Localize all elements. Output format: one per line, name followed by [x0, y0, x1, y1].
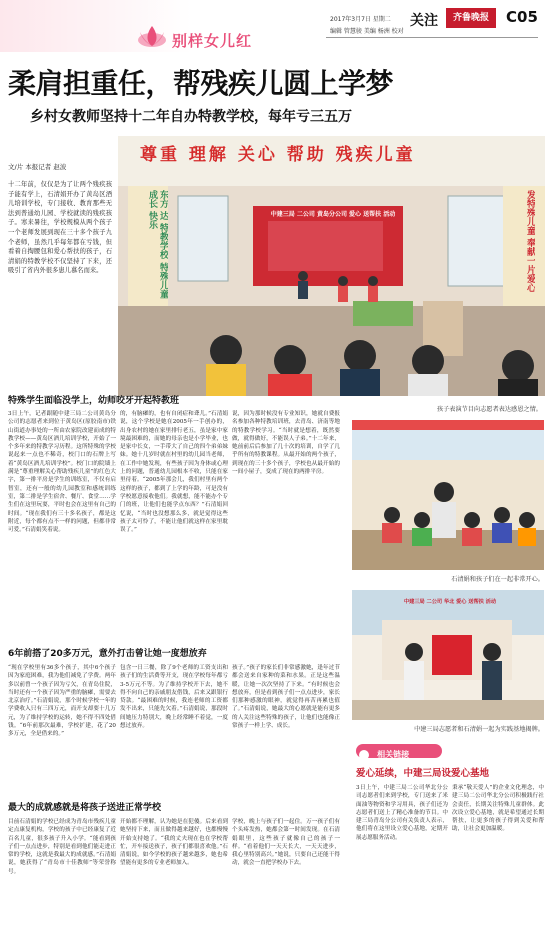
photo1-stage-sign: 中建三局 二公司 黄岛分公司 爱心 送帮扶 活动: [270, 211, 396, 218]
lotus-logo-icon: [134, 22, 170, 50]
photo1-left-sign: 东方 达 特教学校 特殊儿童 成长 快乐: [147, 190, 168, 299]
sidebar-title: 爱心延续，中建三局设爱心基地: [356, 768, 490, 779]
section1-col3: 说，因为那时候没有专业知识，她就自费报名参加各种特教培训班，去青岛、济南等地的特教学校学习。“当时就是想着，既然要做，就得做好，不能误人子弟。”十二年来，她前前后后参加了几十次的培训，自学了几乎所有的特教课程。从最开始的两个孩子，到现在的三十多个孩子，学校也从最开始的一间小屋子，变成了现在的两排平房。: [232, 411, 340, 476]
paper-logo: 齐鲁晚报: [446, 8, 496, 28]
column-name: 别样女儿红: [172, 32, 253, 50]
date-line: 2017年3月7日 星期二: [330, 16, 391, 23]
section3-title: 最大的成就感就是将孩子送进正常学校: [8, 803, 162, 813]
section3-col2: 开始都不理解，认为她是在犯傻。后来看到她坚持下来，而且做得越来越好，也都慢慢开始支持她了。“我的丈夫现在也在学校帮忙，开车接送孩子，孩子们都很喜欢他。”石清娟说，如今学校的孩子越来越多，她也希望能有更多的专业老师加入。: [120, 819, 228, 867]
heart-icon: [359, 750, 369, 760]
main-photo: [118, 136, 545, 396]
related-link-tag: 相关链接: [356, 744, 442, 758]
lead-paragraph: 十二年前，仅仅是为了让两个残疾孩子能有学上，石清娟开办了黄岛区酒儿培训学校，专门接收、教育那些无法到普通幼儿园、学校就读的残疾孩子。寒来暑往，学校规模从两个孩子一个老师发展到现在三十多个孩子九个老师，虽然几乎每年都在亏钱，但看着自掏腰包和爱心帮扶的孩子，石清娟的特教学校不仅坚持了下来，还吸引了省内外很多患儿慕名而来。: [8, 181, 112, 275]
page-number: C05: [506, 8, 538, 26]
photo2-caption: 石清娟和孩子们在一起非常开心。: [451, 576, 544, 583]
section2-col3: 孩子。”孩子的家长们非常感激她，逢年过节都会送来自家种的菜和水果。正是这些温暖，让她一次次坚持了下来。“有时候也会想放弃，但是看到孩子们一点点进步，家长们那种感激的眼神，就觉得再苦再累也值了。”石清娟说，她最大的心愿就是能有更多的人关注这些特殊的孩子，让他们也能像正常孩子一样上学、成长。: [232, 665, 340, 730]
photo1-banner-text: 尊重 理解 关心 帮助 残疾儿童: [140, 145, 416, 165]
photo3: [352, 590, 544, 720]
photo2: [352, 420, 544, 570]
headline: 柔肩担重任，帮残疾儿圆上学梦: [8, 67, 394, 100]
section3-col1: 目前石清娟的学校已经成为青岛市残疾儿童定点康复机构，学校的孩子中已经康复了近百名儿童，很多孩子升入小学。“能看到孩子们一点点进步，特别是看到他们能走进正常的学校，这就是我最大的成就感。”石清娟说，她获得了“青岛市十佳教师”等荣誉称号。: [8, 819, 116, 875]
editors-line: 编辑 管慧骏 美编 杨洲 校对: [330, 28, 404, 35]
photo1-right-sign: 发特殊儿童 奉献一片爱心: [525, 190, 535, 293]
byline: 文/片 本报记者 赵波: [8, 163, 67, 171]
section2-col1: “现在学校里有36多个孩子，其中6个孩子因为家庭困难，我为他们减免了学费。两年多以前曾一个孩子因为亏欠，在青岛住院，当时还有一个孩子因为严重的脑瘫，需要去北京治疗。”石清娟说，那个时候学校一年的学费收入只有三四万元，而开支却要十几万元，为了维持学校的运转，她不得不四处借钱。“6年前那次最难，学校扩建，花了20多万元，全是借来的。”: [8, 665, 116, 738]
photo3-caption: 中建三局志愿者和石清娟一起为实践基地揭牌。: [414, 726, 544, 733]
section2-title: 6年前搭了20多万元，意外打击曾让她一度想放弃: [8, 649, 207, 659]
section1-title: 特殊学生面临没学上，幼师咬牙开起特教班: [8, 396, 180, 406]
section-label: 关注: [410, 13, 438, 29]
photo1-caption: 孩子表演节目向志愿者表达感恩之情。: [436, 406, 542, 413]
sidebar-col2: 秉承“敬天爱人”的企业文化理念，中建三局二公司华北分公司积极践行社会责任，长期关注特殊儿童群体。此次设立爱心基地，就是希望通过长期帮扶，让更多的孩子得到关爱和帮助，让社会更加温暖。: [452, 785, 544, 833]
sidebar-col1: 3日上午，中建三局二公司华北分公司志愿者们来到学校，专门送来了米面油等物资和学习用具，孩子们还为志愿者们送上了精心准备的节目。中建三局青岛分公司有关负责人表示，他们将在这里设立爱心基地，定期开展志愿服务活动。: [356, 785, 448, 841]
section3-col3: 学校，晚上与孩子们一起住。万一孩子们有个头疼发热，她都会第一时间发现。在石清娟眼里，这些孩子就像自己的孩子一样。“看着他们一天天长大，一天天进步，我心里特别高兴。”她说，只要自己还能干得动，就会一直把学校办下去。: [232, 819, 340, 867]
section2-col2: 包含一日三餐，除了9个老师的工资支出和孩子们的生活费等开支，现在学校每年都亏3-5万元不等。为了维持学校开下去，她不得不向自己的亲戚朋友借钱，后来又跟银行贷款。“最困难的时候，我连老师的工资都发不出来，只能先欠着。”石清娟说，那段时间她压力特别大，晚上经常睡不着觉，一度想过放弃。: [120, 665, 228, 730]
masthead-rule: [326, 37, 538, 38]
section1-col1: 3日上午，记者跟随中建三局二公司黄岛分公司的志愿者来到位于黄岛区(原胶南市)铁山街道办事处的一所由农家院改建而成的特教学校——黄岛区酒儿培训学校，开始了一个多年来的特教学习历程。这所特殊的学校说起来一点也不稀奇，校门口的石牌上写着“黄岛区酒儿培训学校”。校门口的院墙上满是“尊重理解关心帮助残疾儿童”的红色大字，第一排平房是学生的训练室，不仅有启智室，还有一般的幼儿园教室和感统训练室，第二排是学生宿舍、餐厅、食堂……学生们在这里玩耍，平时也会在这里有自己的时间。“现在我们有三十多名孩子，都是这附近，每个都有点不一样的问题，但都非常可爱。”石清娟笑着说。: [8, 411, 116, 534]
section1-col2: 的，有脑瘫的，也有自闭症和聋儿。”石清娟说，这个学校是她在2005年一手创办的，出身农村的她在家里排行老五，虽是家中家境最困难的，而她的母亲也是小学毕业，也是家中长女，一手带大了自己的四个弟弟妹妹。她十几岁时就在村里的幼儿园当老师，在工作中她发现，有些孩子因为身体或心理上的问题，普通幼儿园根本不收，只能在家里待着。“2005年那会儿，我们村里有两个这样的孩子，都到了上学的年龄，可是没有学校愿意接收他们。我就想，能不能办个专门的班，让他们也能学点东西？”石清娟回忆说，“当时也没想那么多，就是觉得这些孩子太可怜了，不能让他们就这样在家里耽误了。”: [120, 411, 228, 534]
subheadline: 乡村女教师坚持十二年自办特教学校，每年亏三五万: [30, 109, 352, 125]
photo3-sign: 中建三局 二公司 华北 爱心 送帮扶 活动: [403, 599, 497, 605]
